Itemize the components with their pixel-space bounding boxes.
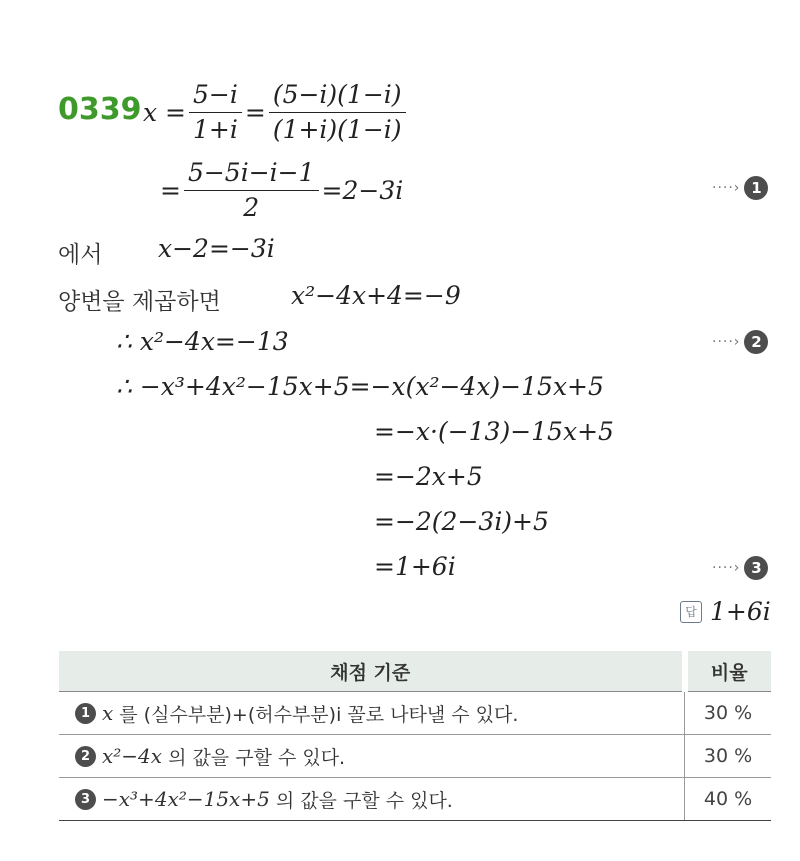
equation-line-8: =−2x+5: [374, 462, 483, 491]
text-label-line-4: 양변을 제곱하면: [58, 289, 221, 315]
equals-sign: =: [244, 98, 266, 127]
equation-line-2: [160, 158, 403, 223]
criteria-cell: [59, 692, 685, 735]
table-row: [59, 692, 771, 735]
header-criteria: 채점 기준: [59, 651, 685, 692]
equation-rhs: =2−3i: [321, 176, 404, 205]
problem-number: 0339: [58, 92, 142, 127]
equation-line-4: x²−4x+4=−9: [291, 281, 461, 310]
step-marker-3: [712, 556, 768, 580]
fraction-2-numerator: (5−i)(1−i): [269, 80, 406, 113]
equals-sign: =: [160, 176, 181, 205]
ratio-cell: 40 %: [685, 778, 772, 821]
answer: [680, 597, 771, 626]
fraction-2-denominator: (1+i)(1−i): [272, 115, 402, 144]
step-number-1: 1: [75, 703, 96, 724]
criteria-text: 의 값을 구할 수 있다.: [275, 789, 453, 812]
criteria-math: x: [102, 701, 114, 725]
fraction-1-denominator: 1+i: [193, 115, 238, 144]
step-number-2: 2: [75, 746, 96, 767]
step-number-1: 1: [744, 176, 768, 200]
text-label-line-3: 에서: [58, 242, 103, 268]
equation-line-9: =−2(2−3i)+5: [374, 507, 549, 536]
equation-line-6: ∴ −x³+4x²−15x+5=−x(x²−4x)−15x+5: [116, 372, 604, 401]
answer-value: 1+6i: [710, 597, 771, 626]
criteria-math: x²−4x: [102, 744, 163, 768]
equation-line-5: ∴ x²−4x=−13: [116, 327, 289, 356]
step-number-3: 3: [744, 556, 768, 580]
step-dots: ····›: [712, 180, 741, 196]
table-row: [59, 735, 771, 778]
step-marker-1: [712, 176, 768, 200]
fraction-3: [184, 158, 319, 223]
fraction-2: [269, 80, 406, 145]
criteria-text: 의 값을 구할 수 있다.: [168, 746, 346, 769]
step-dots: ····›: [712, 560, 741, 576]
criteria-math: −x³+4x²−15x+5: [102, 787, 270, 811]
ratio-cell: 30 %: [685, 692, 772, 735]
criteria-cell: [59, 735, 685, 778]
table-header-row: [59, 651, 771, 692]
ratio-cell: 30 %: [685, 735, 772, 778]
equation-line-1: [143, 80, 409, 145]
step-marker-2: [712, 330, 768, 354]
fraction-3-numerator: 5−5i−i−1: [184, 158, 319, 191]
step-number-3: 3: [75, 789, 96, 810]
criteria-text: 를 (실수부분)+(허수부분)i 꼴로 나타낼 수 있다.: [119, 703, 519, 726]
equation-line-7: =−x·(−13)−15x+5: [374, 417, 614, 446]
answer-badge: 답: [680, 601, 702, 623]
grading-criteria-table: [59, 651, 771, 821]
equation-lhs: x =: [143, 98, 186, 127]
step-dots: ····›: [712, 334, 741, 350]
equation-line-10: =1+6i: [374, 552, 456, 581]
fraction-1-numerator: 5−i: [189, 80, 242, 113]
equation-line-3: x−2=−3i: [158, 234, 275, 263]
step-number-2: 2: [744, 330, 768, 354]
table-row: [59, 778, 771, 821]
fraction-1: [189, 80, 242, 145]
header-ratio: 비율: [685, 651, 772, 692]
fraction-3-denominator: 2: [243, 193, 260, 222]
criteria-cell: [59, 778, 685, 821]
